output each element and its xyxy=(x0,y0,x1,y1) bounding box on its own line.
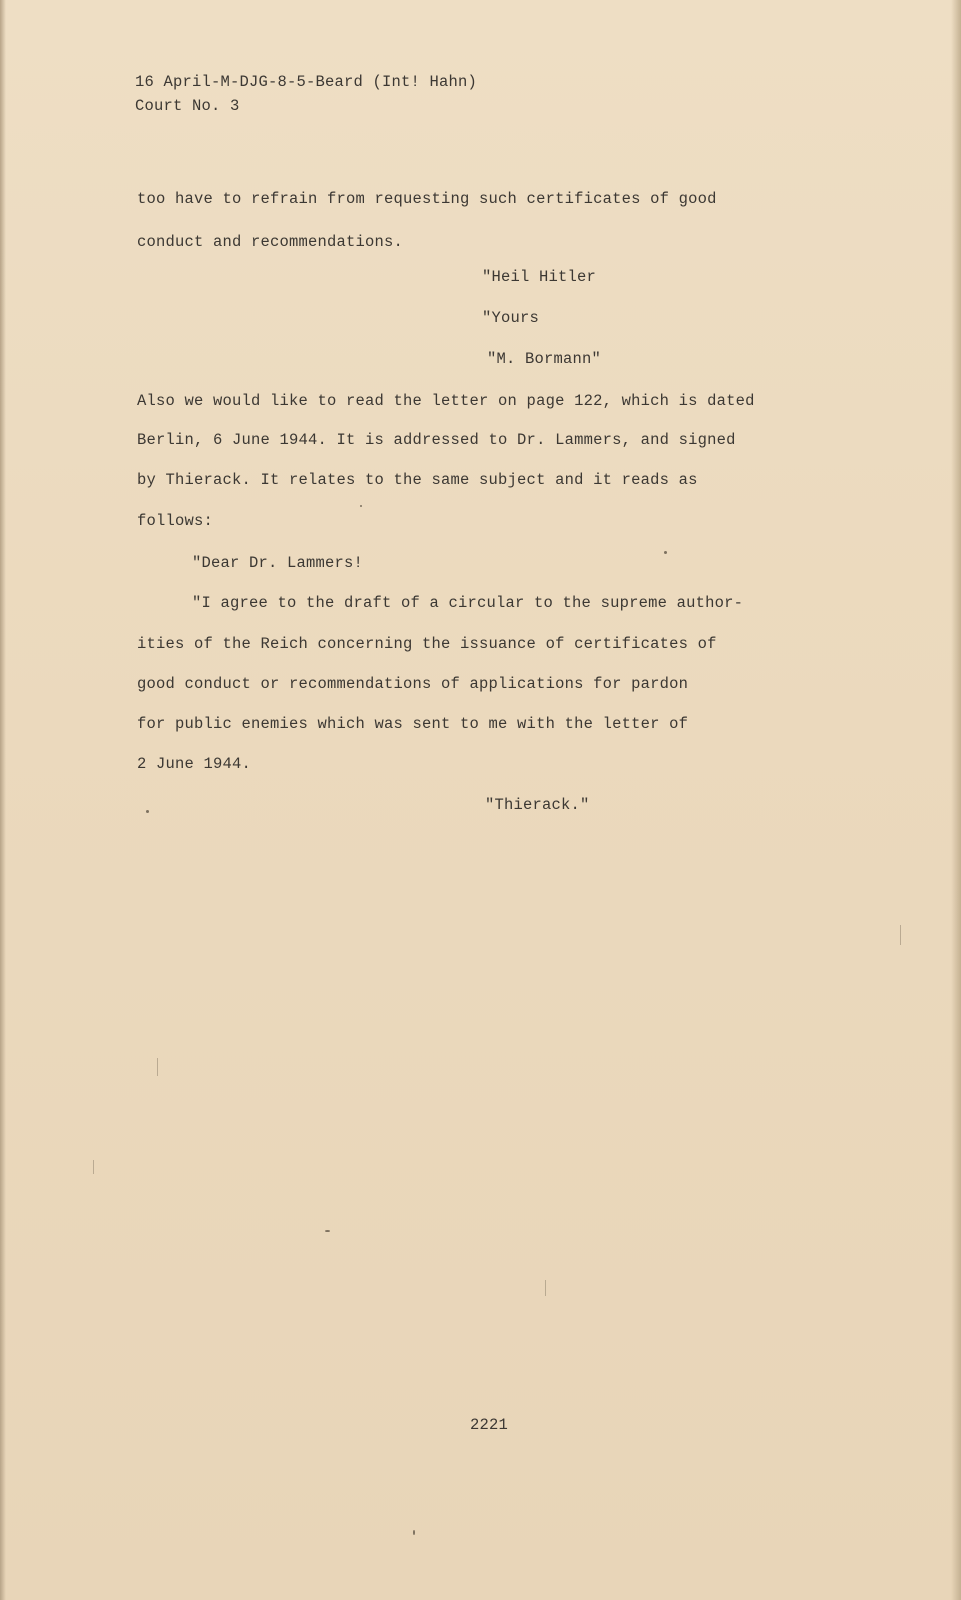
body-line-1: too have to refrain from requesting such certificates of good xyxy=(137,190,717,208)
letter-line-1: "I agree to the draft of a circular to the supreme author- xyxy=(192,594,744,612)
closing-heil-hitler: "Heil Hitler xyxy=(482,268,597,286)
paragraph-line-1: Also we would like to read the letter on page 122, which is dated xyxy=(137,392,755,410)
letter-line-3: good conduct or recommendations of applications for pardon xyxy=(137,675,689,693)
letter-line-5: 2 June 1944. xyxy=(137,755,252,773)
page-number: 2221 xyxy=(470,1416,509,1434)
paper-speck xyxy=(413,1530,415,1535)
paragraph-line-3: by Thierack. It relates to the same subject and it reads as xyxy=(137,471,698,489)
letter-line-2: ities of the Reich concerning the issuance of certificates of xyxy=(137,635,717,653)
page-edge-right xyxy=(951,0,961,1600)
letter-signature: "Thierack." xyxy=(485,796,590,814)
paper-scratch xyxy=(157,1058,158,1076)
header-reference: 16 April-M-DJG-8-5-Beard (Int! Hahn) xyxy=(135,73,478,91)
paper-scratch xyxy=(93,1160,94,1174)
paper-speck xyxy=(146,810,149,813)
paragraph-line-2: Berlin, 6 June 1944. It is addressed to Dr. Lammers, and signed xyxy=(137,431,736,449)
paper-speck xyxy=(360,505,362,507)
paper-speck xyxy=(325,1230,330,1232)
paper-scratch xyxy=(900,925,901,945)
body-line-2: conduct and recommendations. xyxy=(137,233,404,251)
page-edge-left xyxy=(0,0,6,1600)
paper-scratch xyxy=(545,1280,546,1296)
closing-bormann: "M. Bormann" xyxy=(487,350,602,368)
letter-line-4: for public enemies which was sent to me with the letter of xyxy=(137,715,689,733)
letter-salutation: "Dear Dr. Lammers! xyxy=(192,554,364,572)
closing-yours: "Yours xyxy=(482,309,540,327)
paper-speck xyxy=(664,551,667,554)
paragraph-line-4: follows: xyxy=(137,512,214,530)
document-header xyxy=(135,70,477,118)
header-court: Court No. 3 xyxy=(135,97,240,115)
